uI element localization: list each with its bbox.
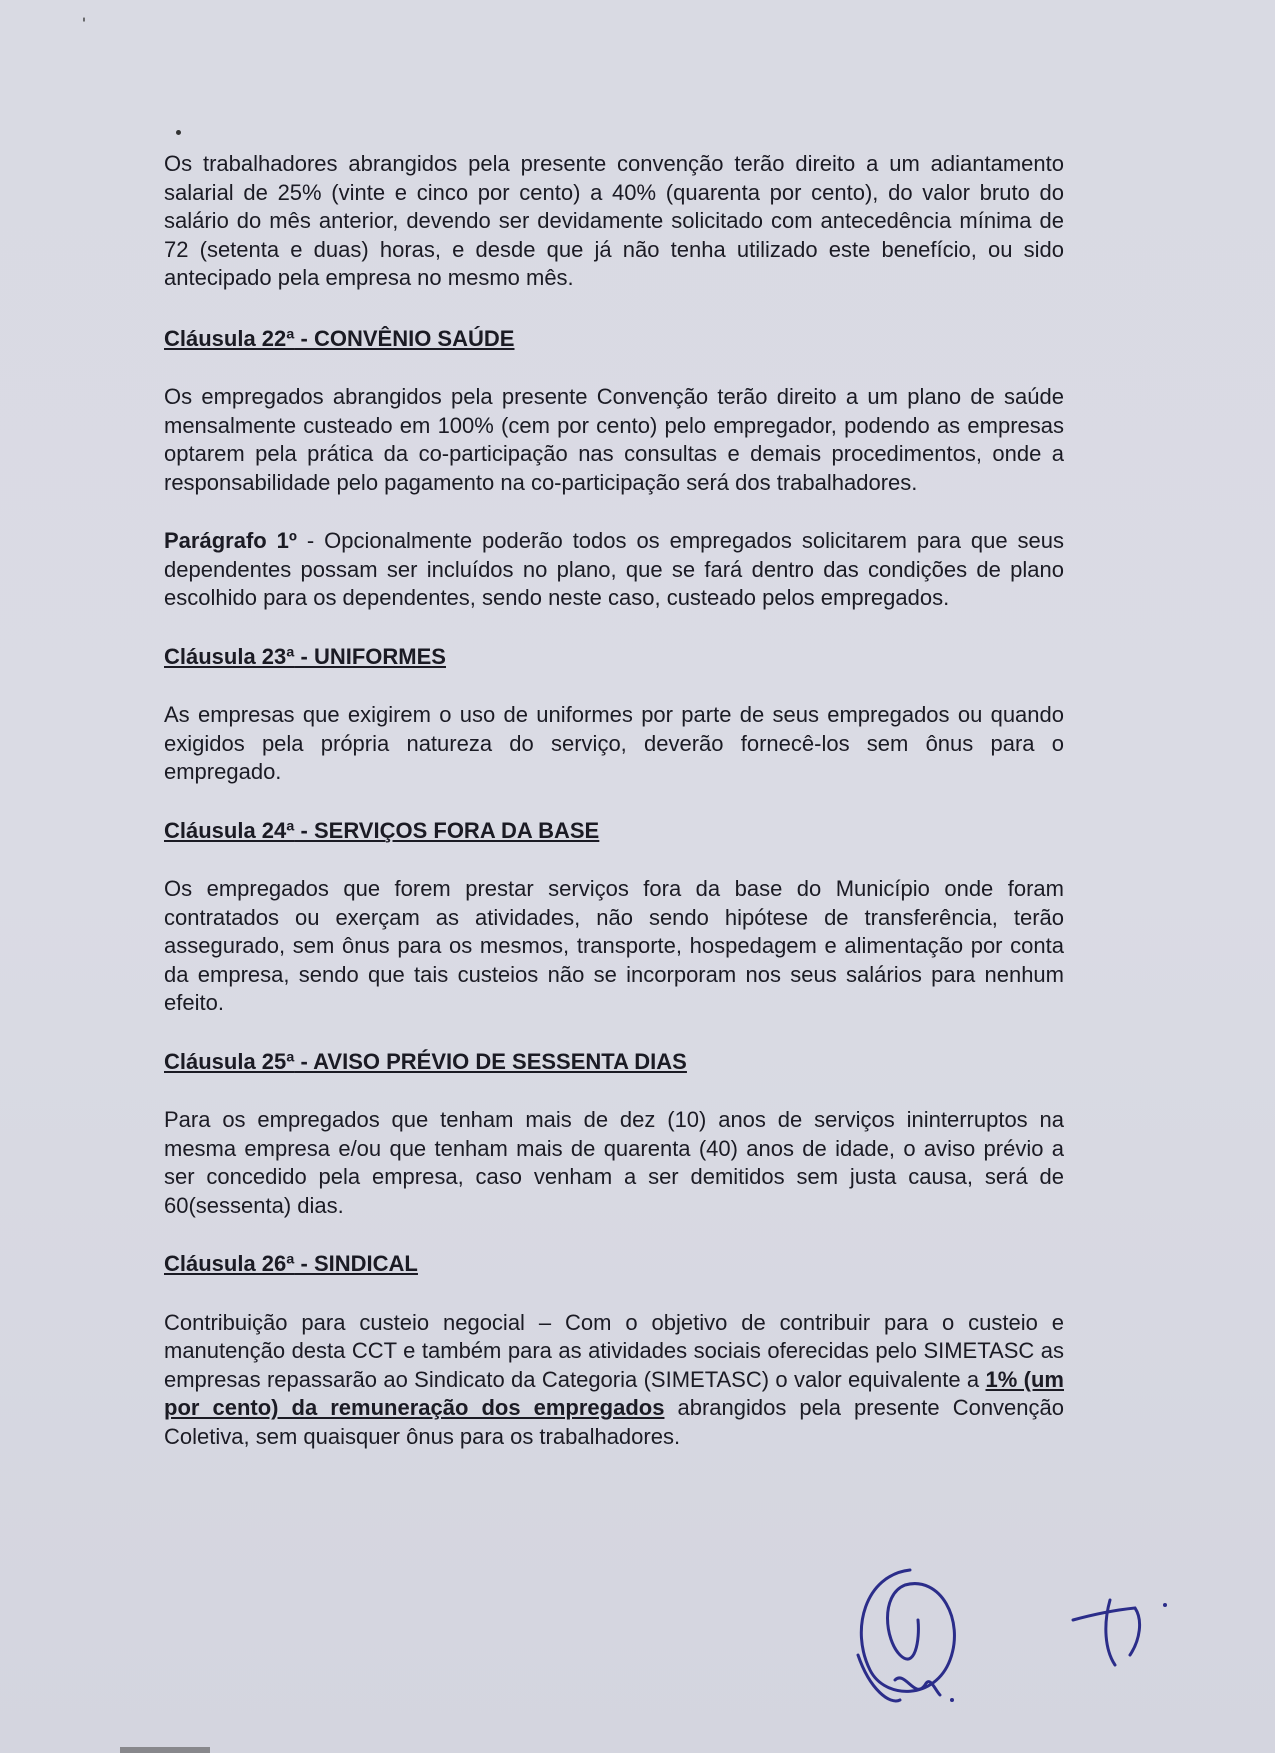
paragraph-1-label: Parágrafo 1º [164, 528, 297, 553]
clause-23-heading [164, 643, 1064, 672]
clause-26-text-b: abrangidos pela presente Convenção Coletiva, sem quaisquer ônus para os trabalhadores. [164, 1395, 1065, 1449]
clause-22-title: - CONVÊNIO SAÚDE [294, 325, 515, 351]
clause-24-heading [164, 817, 1064, 846]
clause-23-title: - UNIFORMES [294, 643, 446, 669]
clause-22-paragraph-1 [164, 527, 1064, 613]
intro-paragraph: Os trabalhadores abrangidos pela presente convenção terão direito a um adiantamento salarial de 25% (vinte e cinco por cento) a 40% (quarenta por cento), do valor bruto do salário do mês anterior, devendo ser devidamente solicitado com antecedência mínima de 72 (setenta e duas) horas, e desde que já não tenha utilizado este benefício, ou sido antecipado pela empresa no mesmo mês. [164, 151, 1064, 290]
signature-2 [1065, 1580, 1175, 1670]
clause-22-text: Os empregados abrangidos pela presente Convenção terão direito a um plano de saúde mensalmente custeado em 100% (cem por cento) pelo empregador, podendo as empresas optarem pela prática da co-participação nas consultas e demais procedimentos, onde a responsabilidade pelo pagamento na co-participação será dos trabalhadores. [164, 384, 1064, 495]
clause-24-label: Cláusula 24ª [164, 817, 295, 843]
clause-26-text-bold: 1% (um por cento) da remuneração dos empregados [164, 1366, 1064, 1420]
clause-26-title: - SINDICAL [294, 1251, 418, 1276]
clause-25-text: Para os empregados que tenham mais de dez (10) anos de serviços ininterruptos na mesma empresa e/ou que tenham mais de quarenta (40) anos de idade, o aviso prévio a ser concedido pela empresa, caso venham a ser demitidos sem justa causa, será de 60(sessenta) dias. [164, 1107, 1064, 1218]
clause-26-label: Cláusula 26ª [164, 1251, 295, 1276]
document-body [164, 150, 1064, 1481]
clause-25-title: - AVISO PRÉVIO DE SESSENTA DIAS [294, 1048, 687, 1074]
clause-23-text: As empresas que exigirem o uso de uniformes por parte de seus empregados ou quando exigidos pela própria natureza do serviço, deverão fornecê-los sem ônus para o empregado. [164, 702, 1064, 784]
clause-23-label: Cláusula 23ª [164, 643, 295, 669]
signature-1 [840, 1560, 970, 1710]
scan-dot [176, 130, 181, 135]
clause-26-text-a: Contribuição para custeio negocial – Com o objetivo de contribuir para o custeio e manutenção desta CCT e também para as atividades sociais oferecidas pelo SIMETASC as empresas repassarão ao Sindicato da Categoria (SIMETASC) o valor equivalente a [164, 1309, 1064, 1392]
clause-26-heading [164, 1250, 1064, 1279]
clause-22-label: Cláusula 22ª [164, 325, 295, 351]
clause-22-heading [164, 325, 1064, 354]
clause-24-title: - SERVIÇOS FORA DA BASE [294, 817, 600, 843]
scan-edge-shadow [120, 1747, 210, 1753]
clause-24-text: Os empregados que forem prestar serviços fora da base do Município onde foram contratados ou exerçam as atividades, não sendo hipótese de transferência, terão assegurado, sem ônus para os mesmos, transporte, hospedagem e alimentação por conta da empresa, sendo que tais custeios não se incorporam nos seus salários para nenhum efeito. [164, 876, 1064, 1015]
clause-26-text [164, 1309, 1064, 1452]
clause-25-heading [164, 1048, 1064, 1077]
clause-25-label: Cláusula 25ª [164, 1048, 295, 1074]
scan-mark: ˈ [80, 14, 88, 41]
paragraph-1-text: - Opcionalmente poderão todos os empregados solicitarem para que seus dependentes possam ser incluídos no plano, que se fará dentro das condições de plano escolhido para os dependentes, sendo neste caso, custeado pelos empregados. [164, 528, 1065, 610]
